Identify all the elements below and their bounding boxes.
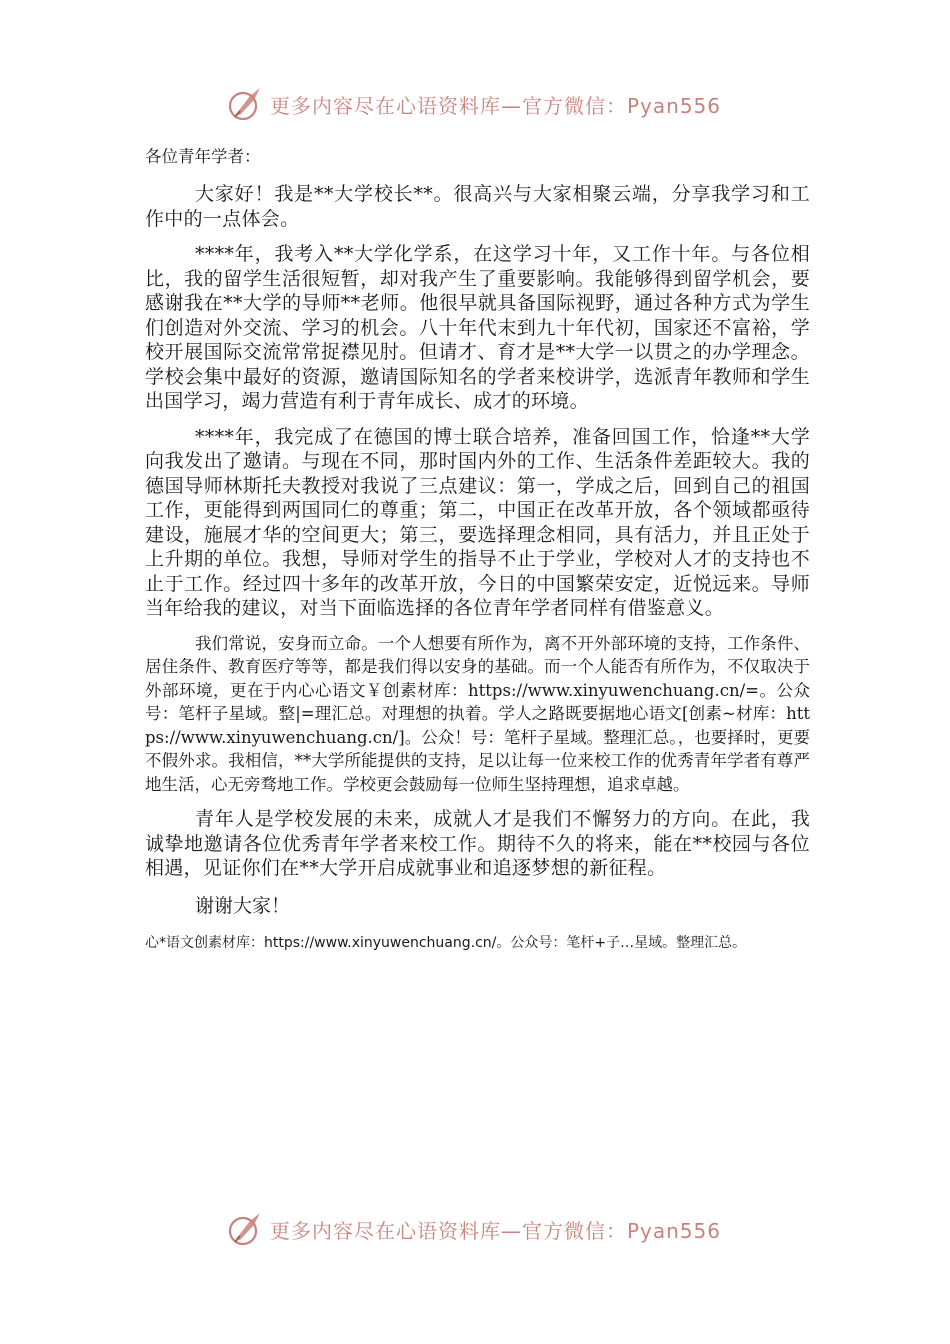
letter-closing: 谢谢大家！	[195, 894, 291, 917]
footer-banner-text: 更多内容尽在心语资料库—官方微信：Pyan556	[270, 1218, 722, 1243]
quill-pen-logo-icon	[226, 84, 266, 124]
header-banner-text: 更多内容尽在心语资料库—官方微信：Pyan556	[270, 93, 722, 118]
paragraph-settle-down: 我们常说，安身而立命。一个人想要有所作为，离不开外部环境的支持，工作条件、居住条件、教育医疗等等，都是我们得以安身的基础。而一个人能否有所作为，不仅取决于外部环境，更在于内心心语文￥创素材库：https://www.xinyuwenchuang.cn/=。公众号：笔杆子星域。整|=理汇总。对理想的执着。学人之路既要据地心语文[创素~材库：https://www.xinyuwenchuang.cn/]。公众！号：笔杆子星域。整理汇总。，也要择时，更要不假外求。我相信，**大学所能提供的支持，足以让每一位来校工作的优秀青年学者有尊严地生活，心无旁骛地工作。学校更会鼓励每一位师生坚持理想，追求卓越。	[145, 633, 810, 794]
letter-body	[145, 144, 810, 954]
letter-greeting: 各位青年学者：	[145, 147, 261, 166]
paragraph-study-abroad: ****年，我考入**大学化学系，在这学习十年，又工作十年。与各位相比，我的留学生活很短暂，却对我产生了重要影响。我能够得到留学机会，要感谢我在**大学的导师**老师。他很早就具备国际视野，通过各种方式为学生们创造对外交流、学习的机会。八十年代末到九十年代初，国家还不富裕，学校开展国际交流常常捉襟见肘。但请才、育才是**大学一以贯之的办学理念。学校会集中最好的资源，邀请国际知名的学者来校讲学，选派青年教师和学生出国学习，竭力营造有利于青年成长、成才的环境。	[145, 243, 810, 412]
header-banner	[226, 82, 746, 126]
paragraph-return-home: ****年，我完成了在德国的博士联合培养，准备回国工作，恰逢**大学向我发出了邀请。与现在不同，那时国内外的工作、生活条件差距较大。我的德国导师林斯托夫教授对我说了三点建议：第一，学成之后，回到自己的祖国工作，更能得到两国同仁的尊重；第二，中国正在改革开放，各个领域都亟待建设，施展才华的空间更大；第三，要选择理念相同，具有活力，并且正处于上升期的单位。我想，导师对学生的指导不止于学业，学校对人才的支持也不止于工作。经过四十多年的改革开放，今日的中国繁荣安定，近悦远来。导师当年给我的建议，对当下面临选择的各位青年学者同样有借鉴意义。	[145, 425, 810, 619]
footer-banner	[226, 1207, 746, 1251]
paragraph-intro: 大家好！我是**大学校长**。很高兴与大家相聚云端，分享我学习和工作中的一点体会。	[145, 183, 810, 230]
footer-note: 心*语文创素材库：https://www.xinyuwenchuang.cn/。公众号：笔杆+子…星域。整理汇总。	[145, 934, 747, 951]
quill-pen-logo-icon	[226, 1209, 266, 1249]
paragraph-invitation: 青年人是学校发展的未来，成就人才是我们不懈努力的方向。在此，我诚挚地邀请各位优秀青年学者来校工作。期待不久的将来，能在**校园与各位相遇，见证你们在**大学开启成就事业和追逐梦想的新征程。	[145, 808, 810, 879]
